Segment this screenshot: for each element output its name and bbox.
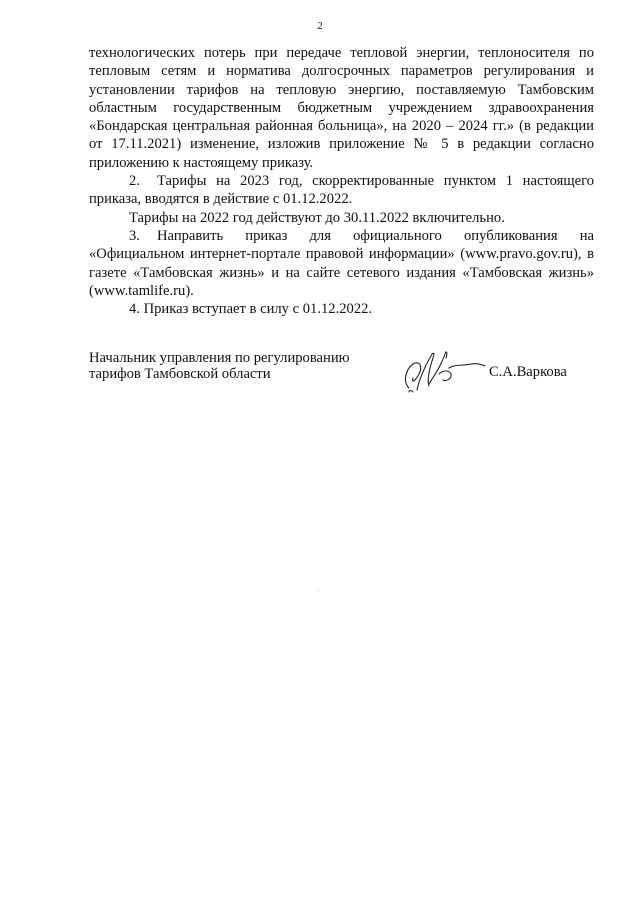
paragraph-continuation: технологических потерь при передаче тепловой энергии, теплоносителя по тепловым сетям и норматива долгосрочных параметров регулирования и установлении тарифов на тепловую энергию, поставляемую Тамбовским областным государственным бюджетным учреждением здравоохранения «Бондарская центральная районная больница», на 2020 – 2024 гг.» (в редакции от 17.11.2021) изменение, изложив приложение № 5 в редакции согласно приложению к настоящему приказу.: [89, 45, 594, 171]
scan-speck: [318, 590, 319, 591]
item-3-text: Направить приказ для официального опубликования на «Официальном интернет-портале правовой информации» (www.pravo.gov.ru), в газете «Тамбовская жизнь» и на сайте сетевого издания «Тамбовская жизнь» (www.tamlife.ru).: [89, 227, 594, 299]
document-body: [89, 44, 594, 318]
paragraph-item-2: [89, 172, 594, 209]
paragraph-tariffs-2022: Тарифы на 2022 год действуют до 30.11.2022 включительно.: [129, 209, 505, 226]
signatory-title: [89, 350, 350, 382]
signatory-title-line-2: тарифов Тамбовской области: [89, 366, 271, 382]
page-number: 2: [317, 20, 323, 32]
paragraph-item-4: 4. Приказ вступает в силу с 01.12.2022.: [129, 301, 373, 318]
item-number-3: 3.: [129, 227, 140, 244]
item-number-2: 2.: [129, 173, 140, 190]
paragraph-item-3: [89, 227, 594, 300]
signatory-name: С.А.Варкова: [489, 364, 567, 380]
handwritten-signature: [399, 344, 489, 396]
item-2-text: Тарифы на 2023 год, скорректированные пунктом 1 настоящего приказа, вводятся в действие с 01.12.2022.: [89, 173, 594, 208]
signatory-title-line-1: Начальник управления по регулированию: [89, 350, 350, 366]
signature-block: [89, 350, 594, 410]
